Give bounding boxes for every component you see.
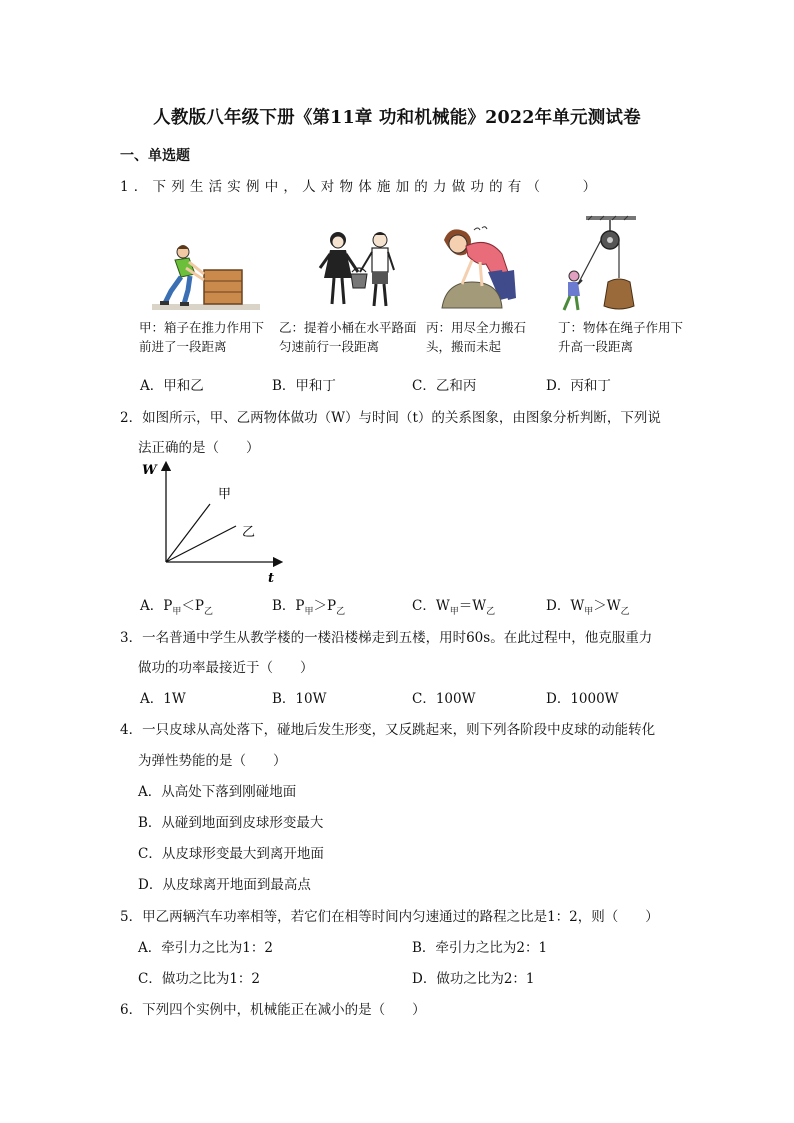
q1-option-c: C．乙和丙 [412, 378, 477, 394]
q2-option-d: D．$W_甲>W_乙$ [546, 598, 630, 617]
q2-stem-line2: 法正确的是（ ） [138, 440, 260, 456]
graph-line-jia-label: 甲 [218, 487, 232, 502]
q3-option-a: A．1W [140, 691, 186, 707]
q2-option-b: B．$P_甲>P_乙$ [272, 598, 346, 617]
graph-x-label: t [268, 571, 275, 586]
q3-option-b: B．10W [272, 691, 327, 707]
q4-option-c: C．从皮球形变最大到离开地面 [138, 846, 324, 862]
q2-stem-line1: 2．如图所示，甲、乙两物体做功（W）与时间（t）的关系图象，由图象分析判断，下列说 [120, 410, 661, 426]
section-heading: 一、单选题 [120, 148, 190, 164]
q1-option-d: D．丙和丁 [546, 378, 611, 394]
q1-figure-jia [148, 240, 264, 312]
q1-figure-ding [552, 214, 638, 312]
q4-stem-line2: 为弹性势能的是（ ） [138, 753, 287, 769]
q5-option-d: D．做功之比为2：1 [412, 971, 535, 987]
q3-option-c: C．100W [412, 691, 476, 707]
graph-y-label: W [142, 463, 157, 478]
q1-caption-yi: 乙：提着小桶在水平路面匀速前行一段距离 [279, 320, 417, 354]
graph-line-yi-label: 乙 [242, 525, 256, 540]
q5-option-c: C．做功之比为1：2 [138, 971, 261, 987]
q1-option-a: A．甲和乙 [140, 378, 204, 394]
q4-option-b: B．从碰到地面到皮球形变最大 [138, 815, 324, 831]
q3-stem-line2: 做功的功率最接近于（ ） [138, 660, 314, 676]
q4-option-a: A．从高处下落到刚碰地面 [138, 784, 297, 800]
q5-stem: 5．甲乙两辆汽车功率相等，若它们在相等时间内匀速通过的路程之比是1：2，则（ ） [120, 909, 659, 925]
q1-stem: 1．下列生活实例中，人对物体施加的力做功的有（ ） [120, 179, 602, 195]
q1-figure-yi [302, 228, 408, 312]
q1-caption-ding: 丁：物体在绳子作用下升高一段距离 [558, 320, 684, 354]
q3-stem-line1: 3．一名普通中学生从教学楼的一楼沿楼梯走到五楼，用时60s。在此过程中，他克服重力 [120, 630, 653, 646]
graph-line-yi [166, 526, 236, 562]
q4-option-d: D．从皮球离开地面到最高点 [138, 877, 311, 893]
q1-option-b: B．甲和丁 [272, 378, 336, 394]
graph-line-jia [166, 504, 210, 562]
q1-figure-bing [432, 224, 528, 312]
q4-stem-line1: 4．一只皮球从高处落下，碰地后发生形变，又反跳起来，则下列各阶段中皮球的动能转化 [120, 722, 656, 738]
q5-option-a: A．牵引力之比为1：2 [138, 940, 273, 956]
q1-caption-bing: 丙：用尽全力搬石头，搬而未起 [426, 320, 527, 354]
q2-work-time-graph [138, 458, 288, 588]
page-title: 人教版八年级下册《第11章 功和机械能》2022年单元测试卷 [153, 108, 641, 128]
q6-stem: 6．下列四个实例中，机械能正在减小的是（ ） [120, 1002, 426, 1018]
q2-option-c: C．$W_甲=W_乙$ [412, 598, 496, 617]
q2-option-a: A．$P_甲<P_乙$ [140, 598, 213, 617]
q3-option-d: D．1000W [546, 691, 619, 707]
q1-caption-jia: 甲：箱子在推力作用下前进了一段距离 [139, 320, 265, 354]
q5-option-b: B．牵引力之比为2：1 [412, 940, 548, 956]
